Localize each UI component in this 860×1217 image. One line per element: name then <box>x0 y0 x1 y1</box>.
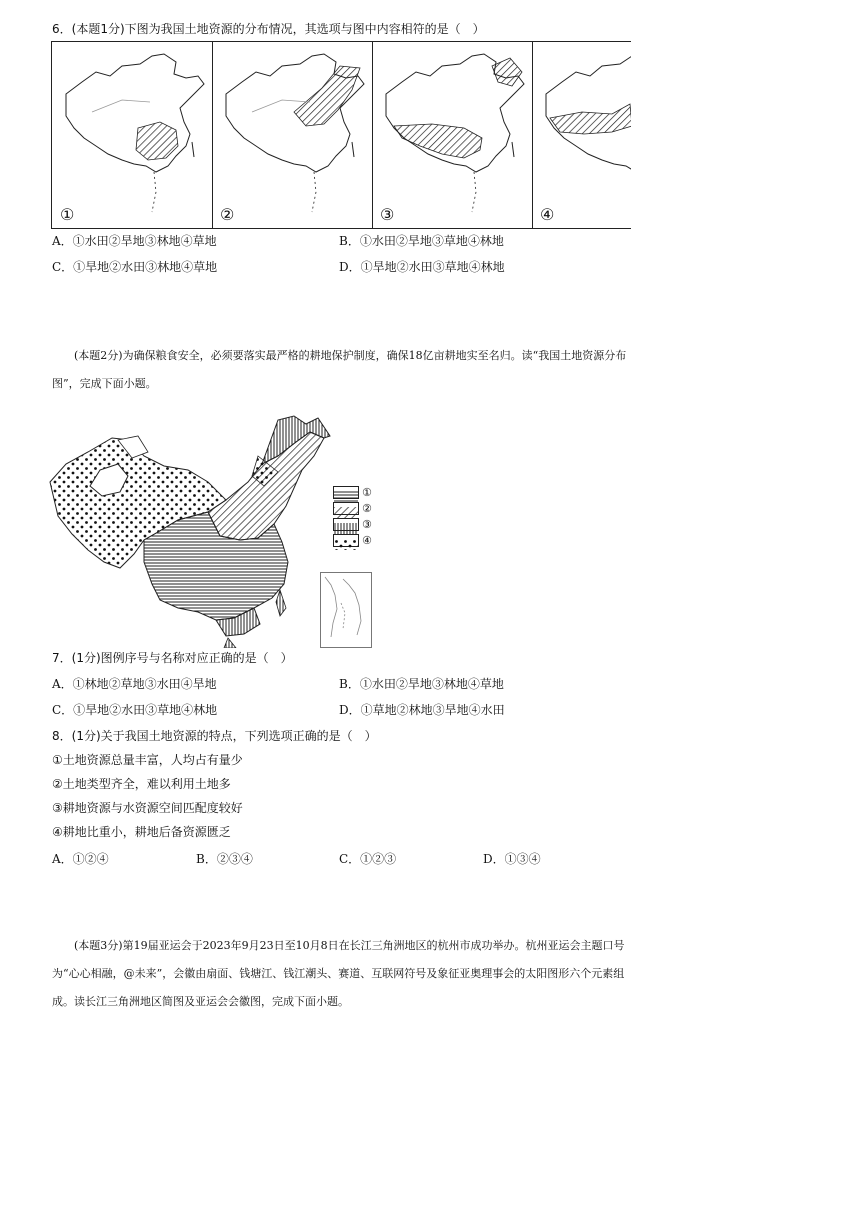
q7-stem: 7．(1分)图例序号与名称对应正确的是（ ） <box>52 651 293 665</box>
map-panel-3 <box>372 42 533 228</box>
legend-label-1: ① <box>362 486 372 499</box>
q8-statement-2: ②土地类型齐全，难以利用土地多 <box>52 777 231 791</box>
group3-intro: (本题3分)第19届亚运会于2023年9月23日至10月8日在长江三角洲地区的杭州市成功举办。杭州亚运会主题口号为“心心相融，@未来”，会徽由扇面、钱塘江、钱江潮头、赛道、互联网符号及象征亚奥理事会的太阳图形六个元素组成。读长江三角洲地区简图及亚运会会徽图，完成下面小题。 <box>52 939 625 1008</box>
panel-3-label: ③ <box>380 205 395 224</box>
legend-label-3: ③ <box>362 518 372 531</box>
legend-label-4: ④ <box>362 534 372 547</box>
south-china-sea-inset <box>320 572 372 648</box>
panel-1-label: ① <box>60 205 75 224</box>
q8-option-a[interactable]: A．①②④ <box>52 852 109 866</box>
q6-option-d[interactable]: D．①旱地②水田③草地④林地 <box>339 260 505 274</box>
q7-option-d[interactable]: D．①草地②林地③旱地④水田 <box>339 703 505 717</box>
q8-statement-3: ③耕地资源与水资源空间匹配度较好 <box>52 801 243 815</box>
legend-swatch-2 <box>333 502 359 515</box>
legend-swatch-3 <box>333 518 359 531</box>
q6-option-a[interactable]: A．①水田②旱地③林地④草地 <box>52 234 217 248</box>
map-panel-2 <box>212 42 373 228</box>
q8-stem: 8．(1分)关于我国土地资源的特点，下列选项正确的是（ ） <box>52 729 377 743</box>
q6-stem: 6．(本题1分)下图为我国土地资源的分布情况，其选项与图中内容相符的是（ ） <box>52 22 485 36</box>
q6-map-panels <box>51 41 631 229</box>
legend-swatch-4 <box>333 534 359 547</box>
group2-intro: (本题2分)为确保粮食安全，必须要落实最严格的耕地保护制度，确保18亿亩耕地实至名归。读“我国土地资源分布图”，完成下面小题。 <box>52 349 627 390</box>
q7-option-b[interactable]: B．①水田②旱地③林地④草地 <box>339 677 504 691</box>
q6-option-c[interactable]: C．①旱地②水田③林地④草地 <box>52 260 218 274</box>
q8-option-c[interactable]: C．①②③ <box>339 852 397 866</box>
q8-statement-4: ④耕地比重小，耕地后备资源匮乏 <box>52 825 231 839</box>
map-panel-4 <box>532 42 631 228</box>
q7-option-a[interactable]: A．①林地②草地③水田④旱地 <box>52 677 217 691</box>
panel-2-label: ② <box>220 205 235 224</box>
q6-option-b[interactable]: B．①水田②旱地③草地④林地 <box>339 234 504 248</box>
q7-option-c[interactable]: C．①旱地②水田③草地④林地 <box>52 703 218 717</box>
q8-option-d[interactable]: D．①③④ <box>483 852 541 866</box>
q8-statement-1: ①土地资源总量丰富，人均占有量少 <box>52 753 243 767</box>
q8-option-b[interactable]: B．②③④ <box>196 852 253 866</box>
map-panel-1 <box>52 42 213 228</box>
china-land-resource-map <box>48 412 333 648</box>
legend-swatch-1 <box>333 486 359 499</box>
legend-label-2: ② <box>362 502 372 515</box>
panel-4-label: ④ <box>540 205 555 224</box>
